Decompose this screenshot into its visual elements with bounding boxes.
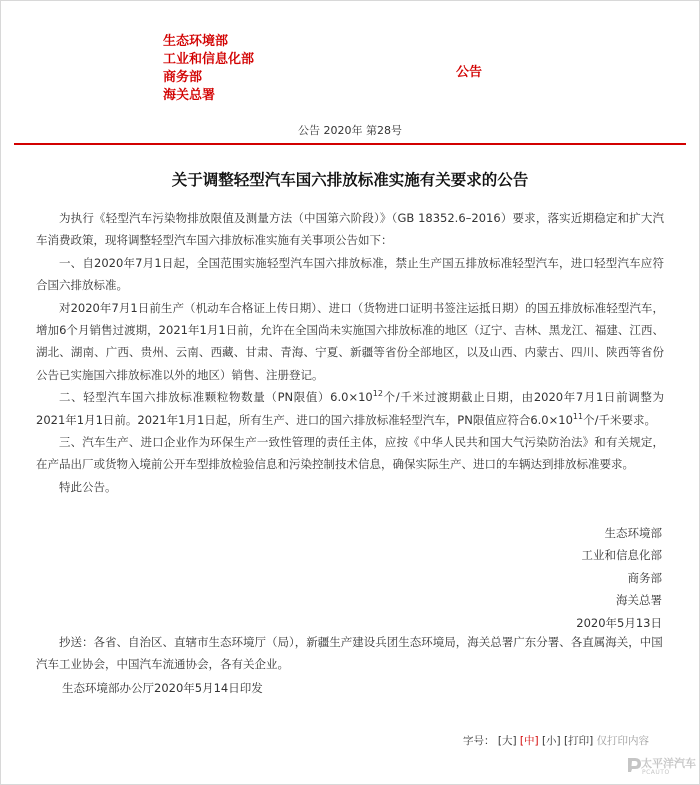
cc-text: 抄送：各省、自治区、直辖市生态环境厅（局），新疆生产建设兵团生态环境局，海关总署广东分署、各直属海关，中国汽车工业协会，中国汽车流通协会，各有关企业。 bbox=[36, 635, 663, 672]
document-number: 公告 2020年 第28号 bbox=[298, 124, 402, 137]
pn-text-c: 个/千米要求。 bbox=[583, 412, 656, 427]
agency-1: 生态环境部 bbox=[163, 34, 229, 49]
signature-agency-1: 生态环境部 bbox=[604, 526, 662, 540]
font-size-medium-button[interactable]: [中] bbox=[519, 735, 539, 747]
watermark-subtext: PCAUTO bbox=[642, 769, 670, 776]
print-button[interactable]: [打印] bbox=[563, 735, 594, 747]
agency-4: 海关总署 bbox=[163, 88, 216, 103]
font-size-label: 字号： bbox=[463, 735, 495, 747]
notice-label: 公告 bbox=[456, 65, 483, 80]
font-size-small-button[interactable]: [小] bbox=[541, 735, 561, 747]
print-content-only-link[interactable]: 仅打印内容 bbox=[596, 735, 650, 747]
watermark bbox=[625, 752, 697, 782]
cc-list bbox=[36, 631, 664, 676]
paragraph-item-3: 三、汽车生产、进口企业作为环保生产一致性管理的责任主体，应按《中华人民共和国大气污染防治法》和有关规定，在产品出厂或货物入境前公开车型排放检验信息和污染控制技术信息，确保实际生产、进口的车辆达到排放标准要求。 bbox=[36, 435, 664, 472]
pn-text-a: 二、轻型汽车国六排放标准颗粒物数量（PN限值）6.0×10 bbox=[59, 390, 373, 405]
agency-3: 商务部 bbox=[163, 70, 203, 85]
pn-text-b: 个/千米过渡期截止日期，由2020年7月1日前调整为2021年1月1日前。2021年1月1日起，所有生产、进口的国六排放标准轻型汽车，PN限值应符合6.0×10 bbox=[36, 390, 664, 427]
paragraph-transition: 对2020年7月1日前生产（机动车合格证上传日期）、进口（货物进口证明书签注运抵日期）的国五排放标准轻型汽车，增加6个月销售过渡期，2021年1月1日前，允许在全国尚未实施国六排放标准的地区（辽宁、吉林、黑龙江、福建、江西、湖北、湖南、广西、贵州、云南、西藏、甘肃、青海、宁夏、新疆等省份全部地区，以及山西、内蒙古、四川、陕西等省份公告已实施国六排放标准以外的地区）销售、注册登记。 bbox=[36, 300, 664, 382]
red-divider bbox=[14, 143, 686, 145]
signature-agency-2: 工业和信息化部 bbox=[581, 548, 662, 563]
page-title: 关于调整轻型汽车国六排放标准实施有关要求的公告 bbox=[171, 171, 529, 189]
watermark-text: 太平洋汽车 bbox=[641, 757, 696, 770]
agency-2: 工业和信息化部 bbox=[163, 52, 255, 67]
page-tools bbox=[463, 733, 649, 748]
pn-exponent-2: 11 bbox=[572, 411, 584, 421]
notice-body bbox=[36, 207, 664, 498]
signature-block bbox=[576, 522, 662, 634]
signature-agency-3: 商务部 bbox=[627, 570, 662, 585]
paragraph-item-1: 一、自2020年7月1日起，全国范围实施轻型汽车国六排放标准，禁止生产国五排放标准轻型汽车，进口轻型汽车应符合国六排放标准。 bbox=[36, 255, 664, 293]
font-size-large-button[interactable]: [大] bbox=[497, 735, 517, 747]
paragraph-closing: 特此公告。 bbox=[59, 479, 117, 494]
signature-agency-4: 海关总署 bbox=[616, 593, 662, 608]
issuing-agencies bbox=[163, 33, 254, 105]
paragraph-item-2 bbox=[36, 386, 664, 431]
paragraph-intro: 为执行《轻型汽车污染物排放限值及测量方法（中国第六阶段）》（GB 18352.6–2016）要求，落实近期稳定和扩大汽车消费政策，现将调整轻型汽车国六排放标准实施有关事项公告如下： bbox=[36, 211, 664, 248]
signature-date: 2020年5月13日 bbox=[576, 615, 662, 630]
issued-line: 生态环境部办公厅2020年5月14日印发 bbox=[62, 681, 263, 695]
pn-exponent-1: 12 bbox=[372, 389, 383, 399]
